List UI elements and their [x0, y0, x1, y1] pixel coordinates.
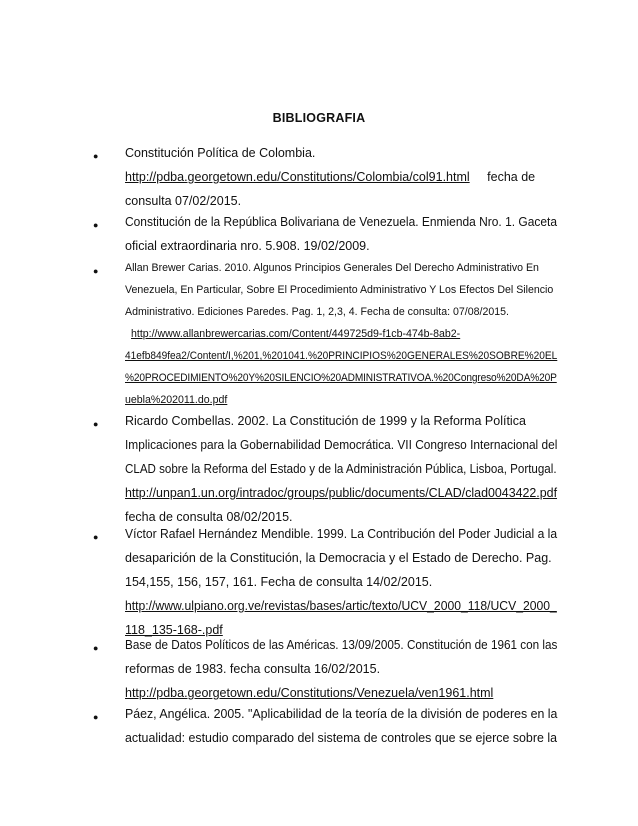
bullet-icon: ● — [93, 266, 99, 276]
entry-5-link[interactable]: http://www.ulpiano.org.ve/revistas/bases/artic/texto/UCV_2000_118/UCV_2000_ — [125, 599, 557, 613]
entry-7-line-1: Páez, Angélica. 2005. "Aplicabilidad de la teoría de la división de poderes en la — [125, 707, 558, 721]
entry-3-line-1: Allan Brewer Carias. 2010. Algunos Principios Generales Del Derecho Administrativo En — [125, 262, 539, 274]
entry-4-line-3: CLAD sobre la Reforma del Estado y de la Administración Pública, Lisboa, Portugal. — [125, 462, 557, 476]
bullet-icon: ● — [93, 220, 99, 230]
entry-6-line-2: reformas de 1983. fecha consulta 16/02/2015. — [125, 662, 381, 676]
bullet-icon: ● — [93, 532, 99, 542]
entry-3-line-3: Administrativo. Ediciones Paredes. Pag. 1, 2,3, 4. Fecha de consulta: 07/08/2015. — [125, 306, 509, 318]
entry-3-line-2: Venezuela, En Particular, Sobre El Procedimiento Administrativo Y Los Efectos Del Silencio — [125, 284, 554, 296]
entry-3-link-cont-1[interactable]: 41efb849fea2/Content/I,%201,%201041.%20PRINCIPIOS%20GENERALES%20SOBRE%20EL — [125, 350, 558, 362]
bullet-icon: ● — [93, 151, 99, 161]
entry-6-line-1: Base de Datos Políticos de las Américas. 13/09/2005. Constitución de 1961 con las — [125, 638, 558, 652]
entry-5-line-2: desaparición de la Constitución, la Democracia y el Estado de Derecho. Pag. — [125, 551, 552, 565]
entry-3-link-line-2 — [125, 350, 557, 362]
entry-1-line-2 — [125, 170, 535, 184]
entry-5-line-3: 154,155, 156, 157, 161. Fecha de consulta 14/02/2015. — [125, 575, 433, 589]
entry-6-link[interactable]: http://pdba.georgetown.edu/Constitutions/Venezuela/ven1961.html — [125, 686, 494, 700]
entry-5-link-cont[interactable]: 118_135-168-.pdf — [125, 623, 223, 637]
entry-1-line-3: consulta 07/02/2015. — [125, 194, 242, 208]
entry-5-line-5 — [125, 623, 223, 637]
entry-4-line-5: fecha de consulta 08/02/2015. — [125, 510, 293, 524]
entry-1-link-suffix: fecha de — [487, 170, 536, 184]
entry-5-line-4 — [125, 599, 557, 613]
entry-4-line-1: Ricardo Combellas. 2002. La Constitución de 1999 y la Reforma Política — [125, 414, 526, 428]
entry-3-link-cont-2[interactable]: %20PROCEDIMIENTO%20Y%20SILENCIO%20ADMINISTRATIVOA.%20Congreso%20DA%20P — [125, 372, 557, 384]
entry-3-link-line-3 — [125, 372, 557, 384]
entry-2-line-2: oficial extraordinaria nro. 5.908. 19/02/2009. — [125, 239, 370, 253]
entry-3-link-cont-3[interactable]: uebla%202011.do.pdf — [125, 394, 228, 406]
bullet-icon: ● — [93, 419, 99, 429]
entry-4-line-2: Implicaciones para la Gobernabilidad Democrática. VII Congreso Internacional del — [125, 438, 558, 452]
entry-3-link-line-1 — [131, 328, 460, 340]
entry-1-link[interactable]: http://pdba.georgetown.edu/Constitutions/Colombia/col91.html — [125, 170, 470, 184]
bullet-icon: ● — [93, 712, 99, 722]
entry-3-link-line-4 — [125, 394, 227, 406]
entry-6-line-3 — [125, 686, 493, 700]
page-title: BIBLIOGRAFIA — [272, 111, 366, 125]
entry-7-line-2: actualidad: estudio comparado del sistema de controles que se ejerce sobre la — [125, 731, 557, 745]
entry-5-line-1: Víctor Rafael Hernández Mendible. 1999. La Contribución del Poder Judicial a la — [125, 527, 558, 541]
entry-1-line-1: Constitución Política de Colombia. — [125, 146, 316, 160]
entry-4-link[interactable]: http://unpan1.un.org/intradoc/groups/public/documents/CLAD/clad0043422.pdf — [125, 486, 558, 500]
bullet-icon: ● — [93, 643, 99, 653]
entry-2-line-1: Constitución de la República Bolivariana de Venezuela. Enmienda Nro. 1. Gaceta — [125, 215, 557, 229]
entry-4-line-4 — [125, 486, 557, 500]
entry-3-link[interactable]: http://www.allanbrewercarias.com/Content/449725d9-f1cb-474b-8ab2- — [131, 328, 461, 340]
